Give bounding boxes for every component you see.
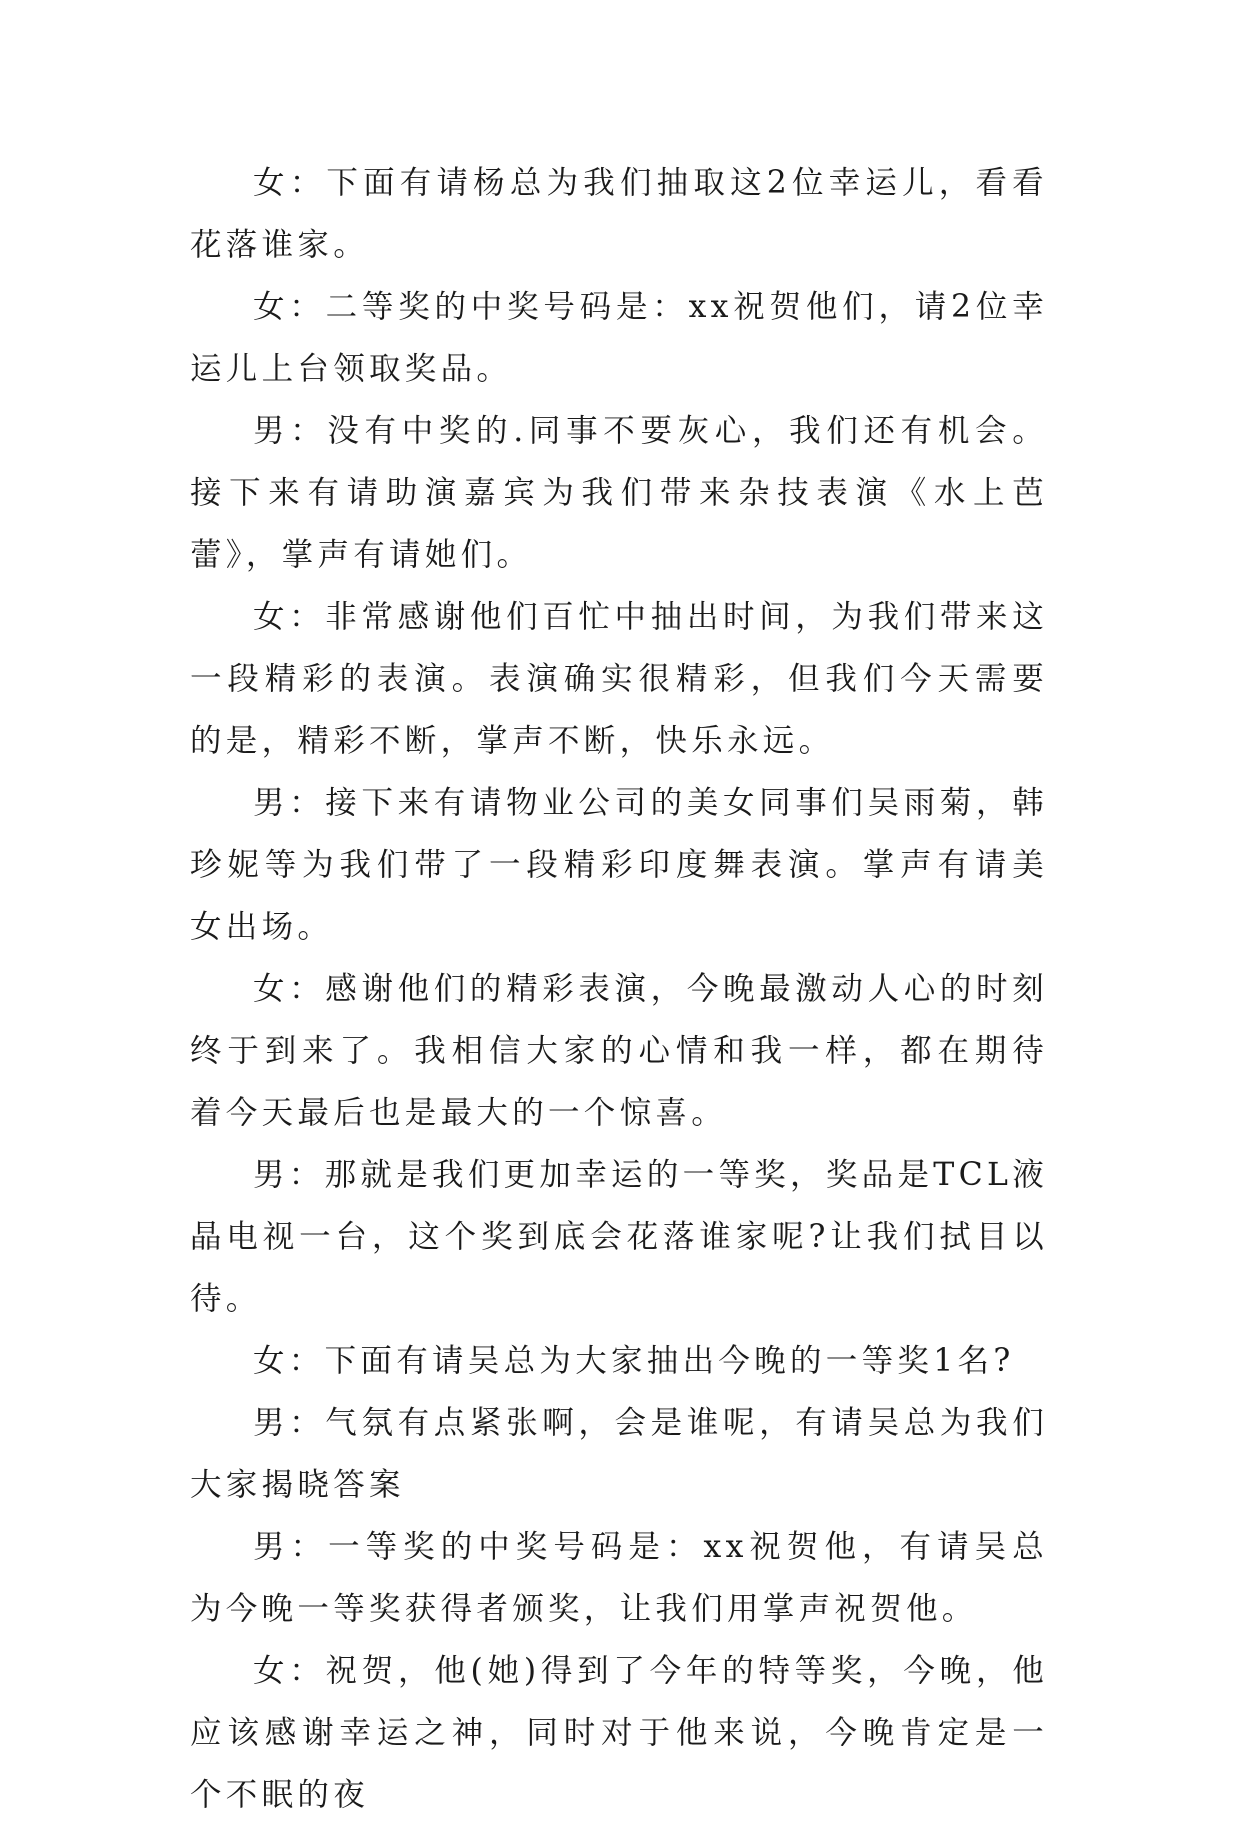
paragraph-3: 男：没有中奖的.同事不要灰心，我们还有机会。接下来有请助演嘉宾为我们带来杂技表演《水上芭蕾》，掌声有请她们。 [190, 413, 1048, 573]
paragraph-10: 男：一等奖的中奖号码是：xx祝贺他，有请吴总为今晚一等奖获得者颁奖，让我们用掌声祝贺他。 [190, 1529, 1048, 1627]
paragraph-4: 女：非常感谢他们百忙中抽出时间，为我们带来这一段精彩的表演。表演确实很精彩，但我们今天需要的是，精彩不断，掌声不断，快乐永远。 [190, 599, 1048, 759]
paragraph-2: 女：二等奖的中奖号码是：xx祝贺他们，请2位幸运儿上台领取奖品。 [190, 289, 1048, 387]
paragraph-11: 女：祝贺，他(她)得到了今年的特等奖，今晚，他应该感谢幸运之神，同时对于他来说，今晚肯定是一个不眠的夜 [190, 1653, 1048, 1813]
paragraph-9: 男：气氛有点紧张啊，会是谁呢，有请吴总为我们大家揭晓答案 [190, 1405, 1048, 1503]
document-body [190, 152, 1048, 1826]
paragraph-7: 男：那就是我们更加幸运的一等奖，奖品是TCL液晶电视一台，这个奖到底会花落谁家呢?让我们拭目以待。 [190, 1157, 1048, 1317]
paragraph-1: 女：下面有请杨总为我们抽取这2位幸运儿，看看花落谁家。 [190, 165, 1048, 263]
paragraph-5: 男：接下来有请物业公司的美女同事们吴雨菊，韩珍妮等为我们带了一段精彩印度舞表演。掌声有请美女出场。 [190, 785, 1048, 945]
paragraph-6: 女：感谢他们的精彩表演，今晚最激动人心的时刻终于到来了。我相信大家的心情和我一样，都在期待着今天最后也是最大的一个惊喜。 [190, 971, 1048, 1131]
paragraph-8: 女：下面有请吴总为大家抽出今晚的一等奖1名? [253, 1343, 1015, 1379]
